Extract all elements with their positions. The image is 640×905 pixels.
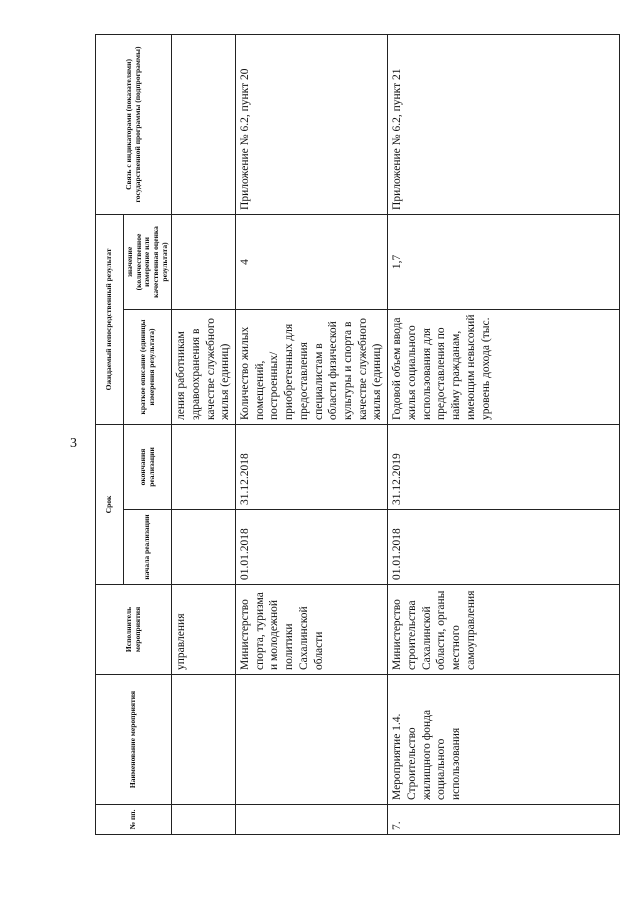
cell-start [172, 510, 236, 585]
header-start: начала реализации [124, 510, 172, 585]
cell-desc: ления работникам здравоохранения в качестве служебного жилья (единиц) [172, 309, 236, 424]
cell-executor: управления [172, 585, 236, 675]
cell-name: Мероприятие 1.4. Строительство жилищного фонда социального использования [388, 675, 620, 805]
header-executor: Исполнитель мероприятия [96, 585, 172, 675]
cell-link: Приложение № 6.2, пункт 21 [388, 34, 620, 214]
cell-num [172, 805, 236, 835]
cell-link [172, 34, 236, 214]
table-row [236, 34, 388, 834]
header-result-desc: краткое описание (единицы измерения результата) [124, 309, 172, 424]
measures-table [95, 34, 620, 835]
header-end: окончания реализации [124, 424, 172, 509]
cell-num [236, 805, 388, 835]
cell-executor: Министерство строительства Сахалинской области, органы местного самоуправления [388, 585, 620, 675]
cell-start: 01.01.2018 [388, 510, 620, 585]
cell-num: 7. [388, 805, 620, 835]
header-indicators: Связь с индикаторами (показателями) государственной программы (подпрограммы) [96, 34, 172, 214]
rotated-table-page [95, 35, 585, 835]
header-name: Наименование мероприятия [96, 675, 172, 805]
cell-desc: Годовой объем ввода жилья социального использования для предоставления по найму гражданам, имеющим невысокий уровень дохода (тыс. [388, 309, 620, 424]
cell-value: 4 [236, 214, 388, 309]
cell-name [236, 675, 388, 805]
cell-name [172, 675, 236, 805]
table-row [388, 34, 620, 834]
header-term: Срок [96, 424, 124, 584]
cell-executor: Министерство спорта, туризма и молодежной политики Сахалинской области [236, 585, 388, 675]
cell-end: 31.12.2018 [236, 424, 388, 509]
page-number: 3 [70, 436, 77, 451]
table-row [172, 34, 236, 834]
cell-value: 1,7 [388, 214, 620, 309]
cell-end: 31.12.2019 [388, 424, 620, 509]
header-result-value: значение (количественное измерение или качественная оценка результата) [124, 214, 172, 309]
header-num: № пп. [96, 805, 172, 835]
cell-start: 01.01.2018 [236, 510, 388, 585]
cell-link: Приложение № 6.2, пункт 20 [236, 34, 388, 214]
cell-desc: Количество жилых помещений, построенных/приобретенных для предоставления специалистам в области физической культуры и спорта в качестве служебного жилья (единиц) [236, 309, 388, 424]
cell-end [172, 424, 236, 509]
header-result: Ожидаемый непосредственный результат [96, 214, 124, 424]
cell-value [172, 214, 236, 309]
